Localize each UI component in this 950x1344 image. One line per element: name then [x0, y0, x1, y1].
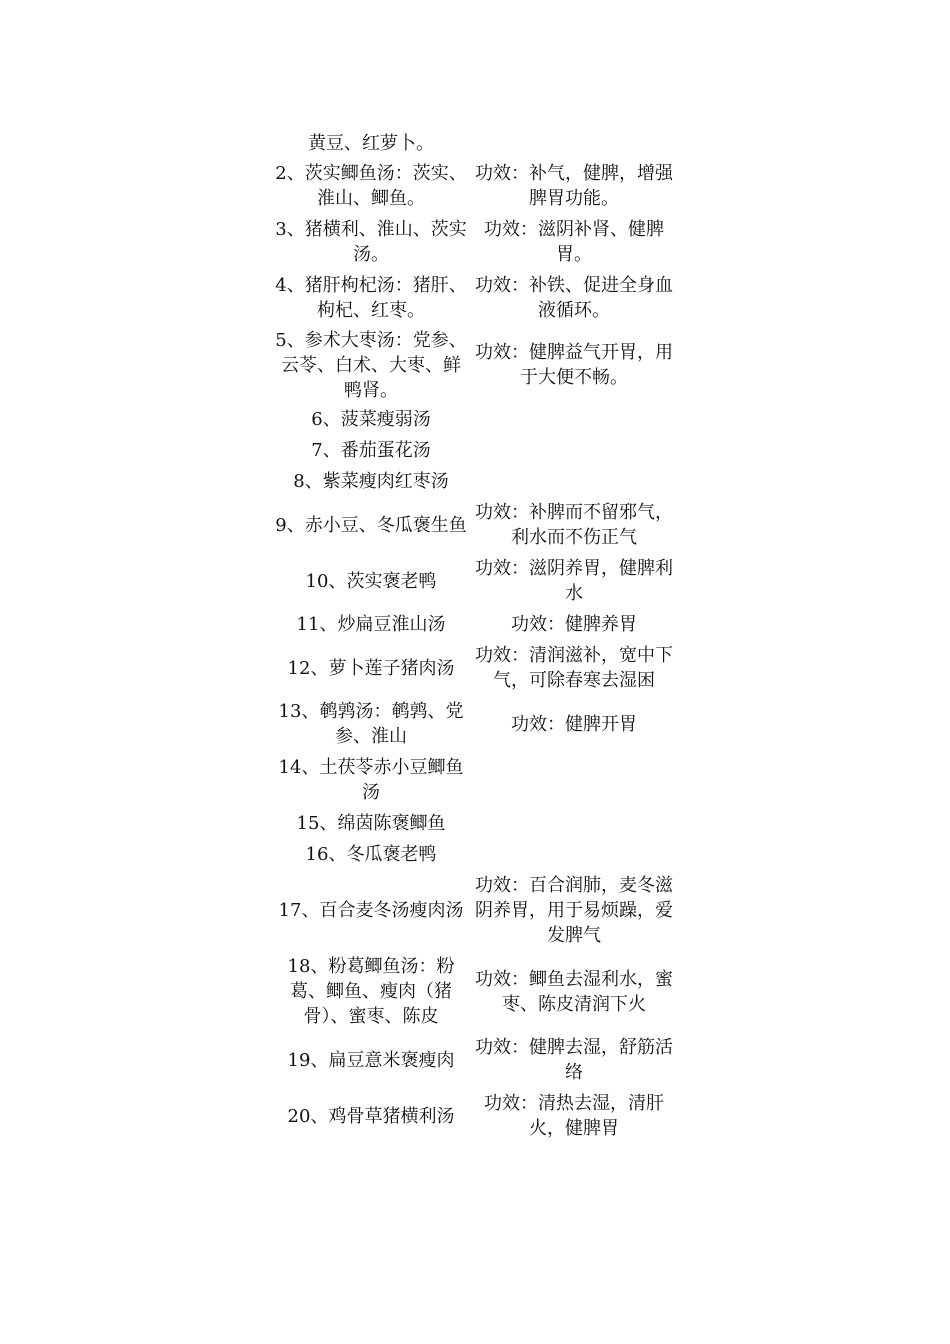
- recipe-name: 13、鹌鹑汤：鹌鹑、党参、淮山: [278, 701, 464, 747]
- recipe-name: 9、赤小豆、冬瓜褒生鱼: [275, 514, 467, 536]
- recipe-effect: 功效：清热去湿，清肝火，健脾胃: [484, 1093, 664, 1139]
- recipe-name: 19、扁豆意米褒瘦肉: [287, 1049, 455, 1071]
- recipe-name: 4、猪肝枸杞汤：猪肝、枸杞、红枣。: [275, 275, 467, 321]
- table-row: [273, 128, 679, 158]
- table-row: [273, 951, 679, 1032]
- table-row: [273, 609, 679, 640]
- table-row: [273, 752, 679, 808]
- table-row: [273, 553, 679, 609]
- table-row: [273, 214, 679, 270]
- table-row: [273, 1032, 679, 1088]
- table-row: [273, 808, 679, 839]
- recipe-effect: 功效：健脾益气开胃，用于大便不畅。: [475, 342, 673, 388]
- recipe-name: 14、土茯苓赤小豆鲫鱼汤: [278, 757, 464, 803]
- recipe-effect: 功效：滋阴补肾、健脾胃。: [484, 219, 664, 265]
- recipe-name: 12、萝卜莲子猪肉汤: [287, 657, 455, 679]
- table-row: [273, 326, 679, 404]
- recipe-name: 11、炒扁豆淮山汤: [296, 614, 446, 635]
- table-row: [273, 839, 679, 870]
- recipe-name: 16、冬瓜褒老鸭: [305, 844, 437, 865]
- recipe-effect: 功效：滋阴养胃，健脾利水: [475, 558, 673, 604]
- recipe-effect: 功效：健脾去湿，舒筋活络: [475, 1037, 673, 1083]
- recipe-effect: 功效：百合润肺，麦冬滋阴养胃，用于易烦躁，爱发脾气: [475, 875, 673, 946]
- table-row: [273, 404, 679, 435]
- recipe-name: 8、紫菜瘦肉红枣汤: [293, 471, 449, 492]
- table-row: [273, 435, 679, 466]
- recipe-effect: 功效：补脾而不留邪气，利水而不伤正气: [475, 502, 673, 548]
- recipe-effect: 功效：补气，健脾，增强脾胃功能。: [475, 163, 673, 209]
- recipe-name: 10、茨实褒老鸭: [305, 570, 437, 592]
- recipe-effect: 功效：补铁、促进全身血液循环。: [475, 275, 673, 321]
- recipe-name: 3、猪横利、淮山、茨实汤。: [275, 219, 467, 265]
- recipe-name: 15、绵茵陈褒鲫鱼: [296, 813, 446, 834]
- recipe-name: 17、百合麦冬汤瘦肉汤: [278, 900, 464, 921]
- table-row: [273, 1088, 679, 1144]
- recipe-name: 6、菠菜瘦弱汤: [311, 409, 431, 430]
- recipe-effect: 功效：鲫鱼去湿利水，蜜枣、陈皮清润下火: [475, 968, 673, 1015]
- recipe-name: 20、鸡骨草猪横利汤: [287, 1105, 455, 1127]
- table-row: [273, 270, 679, 326]
- table-row: [273, 466, 679, 497]
- recipe-name: 5、参术大枣汤：党参、云苓、白术、大枣、鲜鸭肾。: [275, 329, 467, 401]
- recipe-name: 18、粉葛鲫鱼汤：粉葛、鲫鱼、瘦肉（猪骨）、蜜枣、陈皮: [287, 956, 455, 1027]
- recipe-name: 7、番茄蛋花汤: [311, 440, 431, 461]
- recipe-effect: 功效：健脾养胃: [511, 614, 637, 635]
- recipe-name: 2、茨实鲫鱼汤：茨实、淮山、鲫鱼。: [275, 163, 467, 209]
- soup-recipe-table: [273, 128, 679, 1144]
- table-row: [273, 158, 679, 214]
- table-row: [273, 497, 679, 553]
- recipe-effect: 功效：清润滋补，宽中下气，可除春寒去湿困: [475, 645, 673, 691]
- table-row: [273, 640, 679, 696]
- recipe-effect: 功效：健脾开胃: [511, 713, 637, 735]
- recipe-name: 黄豆、红萝卜。: [308, 132, 434, 154]
- table-row: [273, 696, 679, 752]
- table-row: [273, 870, 679, 951]
